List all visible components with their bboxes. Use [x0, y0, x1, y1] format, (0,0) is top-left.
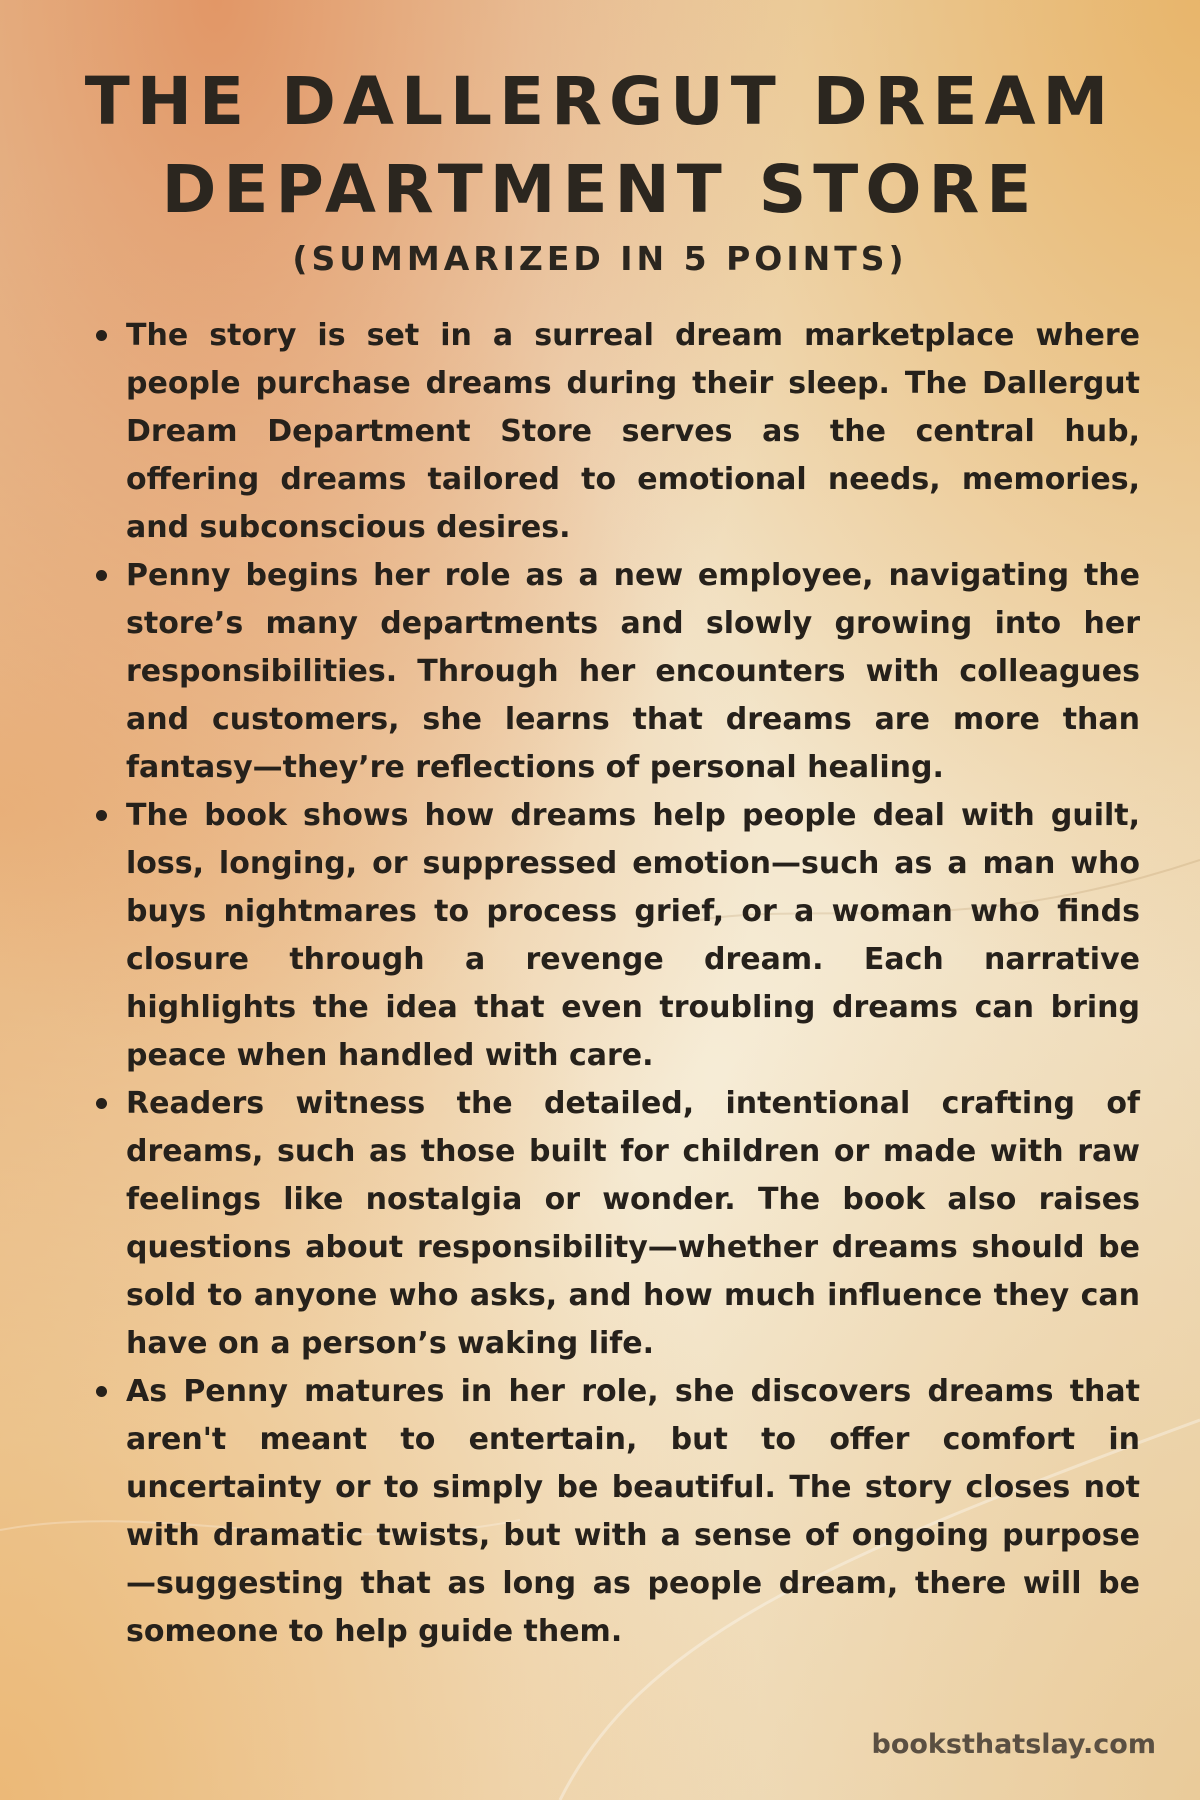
summary-point [126, 312, 1140, 552]
title-line-1: THE DALLERGUT DREAM [84, 63, 1116, 140]
bullet-icon [96, 810, 107, 821]
summary-list [126, 312, 1140, 1656]
title-line-2: DEPARTMENT STORE [161, 151, 1039, 228]
summary-point-text: Readers witness the detailed, intentional crafting of dreams, such as those built for children or made with raw feelings like nostalgia or wonder. The book also raises questions about responsibility—whether dreams should be sold to anyone who asks, and how much influence they can have on a person’s waking life. [126, 1086, 1140, 1361]
summary-point [126, 552, 1140, 792]
bullet-icon [96, 1386, 107, 1397]
subtitle: (SUMMARIZED IN 5 POINTS) [292, 239, 908, 278]
page-title [0, 58, 1200, 234]
summary-point-text: The story is set in a surreal dream marketplace where people purchase dreams during their sleep. The Dallergut Dream Department Store serves as the central hub, offering dreams tailored to emotional needs, memories, and subconscious desires. [126, 318, 1140, 545]
summary-point [126, 1080, 1140, 1368]
bullet-icon [96, 1098, 107, 1109]
summary-point [126, 1368, 1140, 1656]
summary-point-text: The book shows how dreams help people deal with guilt, loss, longing, or suppressed emotion—such as a man who buys nightmares to process grief, or a woman who finds closure through a revenge dream. Each narrative highlights the idea that even troubling dreams can bring peace when handled with care. [126, 798, 1140, 1073]
summary-point [126, 792, 1140, 1080]
bullet-icon [96, 570, 107, 581]
website-credit: booksthatslay.com [871, 1729, 1156, 1760]
summary-point-text: As Penny matures in her role, she discovers dreams that aren't meant to entertain, but to offer comfort in uncertainty or to simply be beautiful. The story closes not with dramatic twists, but with a sense of ongoing purpose—suggesting that as long as people dream, there will be someone to help guide them. [126, 1374, 1140, 1649]
summary-point-text: Penny begins her role as a new employee, navigating the store’s many departments and slowly growing into her responsibilities. Through her encounters with colleagues and customers, she learns that dreams are more than fantasy—they’re reflections of personal healing. [126, 558, 1140, 785]
bullet-icon [96, 330, 107, 341]
